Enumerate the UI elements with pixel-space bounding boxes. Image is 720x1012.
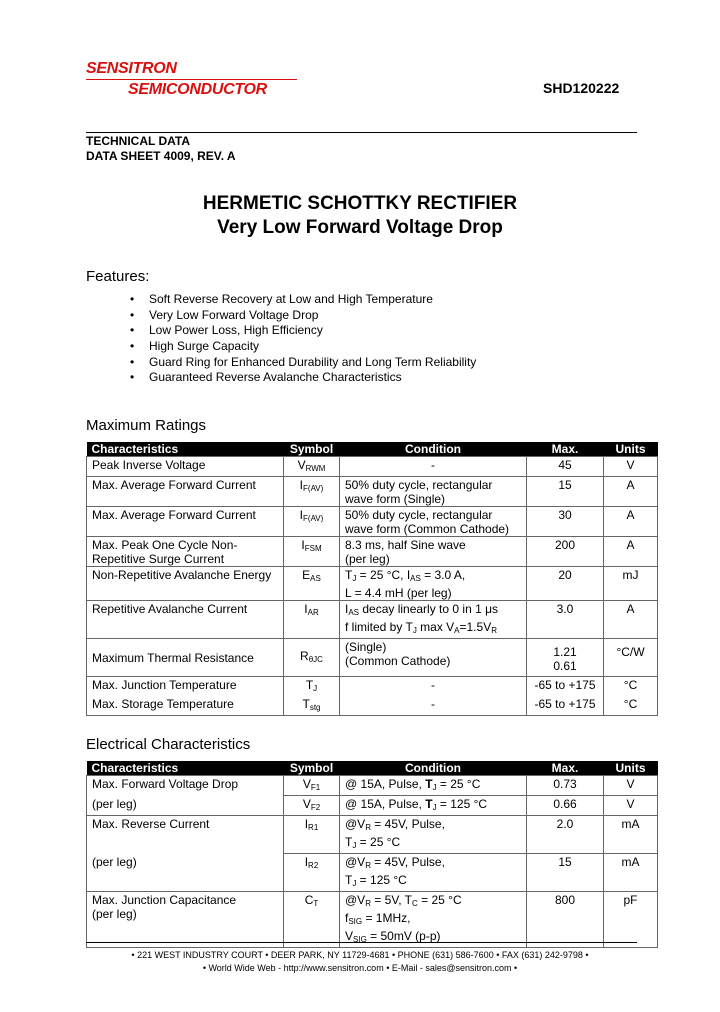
cell-symbol: $T_J$: [284, 677, 340, 697]
cell-max: 2.0: [527, 816, 604, 854]
cell-unit: V: [604, 776, 658, 796]
cell-char: Peak Inverse Voltage: [87, 457, 284, 477]
header-divider: [86, 132, 637, 133]
table-header-row: [87, 442, 658, 457]
cell-symbol: $E_{AS}$: [284, 567, 340, 601]
cell-condition: @ 15A, Pulse, $T_J = 125$ °C: [340, 796, 527, 816]
cell-symbol: $I_{R2}$: [284, 854, 340, 892]
cell-symbol: $I_{FSM}$: [284, 537, 340, 567]
cell-char: Max. Peak One Cycle Non- Repetitive Surge Current: [87, 537, 284, 567]
max-ratings-table: [86, 442, 658, 716]
col-header: Units: [604, 761, 658, 776]
cell-char: (per leg): [87, 796, 284, 816]
max-ratings-heading: Maximum Ratings: [86, 417, 207, 434]
table-header-row: [87, 761, 658, 776]
list-item: • High Surge Capacity: [130, 339, 476, 355]
cell-unit: A: [604, 537, 658, 567]
cell-condition: 50% duty cycle, rectangular wave form (Common Cathode): [340, 507, 527, 537]
cell-max: 15: [527, 854, 604, 892]
page-subtitle: Very Low Forward Voltage Drop: [217, 217, 503, 238]
cell-unit: °C: [604, 677, 658, 697]
cell-unit: A: [604, 477, 658, 507]
list-item: • Guard Ring for Enhanced Durability and Long Term Reliability: [130, 355, 476, 371]
cell-max: 3.0: [527, 601, 604, 639]
page-title: HERMETIC SCHOTTKY RECTIFIER: [202, 193, 518, 214]
tech-data-label: TECHNICAL DATA: [86, 134, 190, 148]
table-row: [87, 639, 658, 677]
cell-symbol: $I_{F(AV)}$: [284, 477, 340, 507]
cell-unit: °C: [604, 696, 658, 716]
cell-max: 20: [527, 567, 604, 601]
cell-symbol: $V_{F2}$: [284, 796, 340, 816]
cell-max: 200: [527, 537, 604, 567]
cell-unit: V: [604, 796, 658, 816]
cell-condition: $@V_R = 5V$, $T_C = 25$ °C $f_{SIG} = 1MHz$, $V_{SIG} = 50mV$ (p-p): [340, 892, 527, 948]
table-row: [87, 567, 658, 601]
cell-symbol: $I_{R1}$: [284, 816, 340, 854]
cell-unit: °C/W: [604, 639, 658, 677]
cell-symbol: $T_{stg}$: [284, 696, 340, 716]
list-item: • Soft Reverse Recovery at Low and High Temperature: [130, 292, 476, 308]
features-list: [130, 292, 476, 386]
table-row: [87, 696, 658, 716]
cell-condition: -: [340, 677, 527, 697]
elec-table: [86, 761, 658, 948]
cell-char: Maximum Thermal Resistance: [87, 639, 284, 677]
table-row: [87, 776, 658, 796]
cell-condition: (Single) (Common Cathode): [340, 639, 527, 677]
cell-unit: mA: [604, 816, 658, 854]
cell-char: Max. Junction Capacitance (per leg): [87, 892, 284, 948]
list-item: • Guaranteed Reverse Avalanche Characteristics: [130, 370, 476, 386]
cell-symbol: $V_{F1}$: [284, 776, 340, 796]
cell-condition: 8.3 ms, half Sine wave (per leg): [340, 537, 527, 567]
cell-char: Max. Average Forward Current: [87, 477, 284, 507]
company-logo-line1: SENSITRON: [86, 60, 177, 77]
cell-max: 0.66: [527, 796, 604, 816]
cell-unit: pF: [604, 892, 658, 948]
doc-info: [86, 134, 236, 164]
cell-symbol: $I_{F(AV)}$: [284, 507, 340, 537]
table-row: [87, 537, 658, 567]
cell-max: 15: [527, 477, 604, 507]
cell-max: -65 to +175: [527, 696, 604, 716]
table-row: [87, 854, 658, 892]
table-row: [87, 477, 658, 507]
cell-condition: $@V_R = 45V$, Pulse, $T_J = 125$ °C: [340, 854, 527, 892]
datasheet-number: DATA SHEET 4009, REV. A: [86, 149, 236, 163]
cell-condition: $@V_R = 45V$, Pulse, $T_J = 25$ °C: [340, 816, 527, 854]
features-heading: Features:: [86, 268, 150, 285]
cell-char: Max. Average Forward Current: [87, 507, 284, 537]
col-header: Characteristics: [87, 442, 284, 457]
table-row: [87, 677, 658, 697]
cell-char: Repetitive Avalanche Current: [87, 601, 284, 639]
cell-max: 30: [527, 507, 604, 537]
company-logo-line2: SEMICONDUCTOR: [128, 81, 267, 98]
cell-char: Max. Forward Voltage Drop: [87, 776, 284, 796]
col-header: Characteristics: [87, 761, 284, 776]
table-row: [87, 892, 658, 948]
list-item: • Low Power Loss, High Efficiency: [130, 323, 476, 339]
cell-symbol: $R_{\theta JC}$: [284, 639, 340, 677]
cell-max: 800: [527, 892, 604, 948]
cell-max: -65 to +175: [527, 677, 604, 697]
cell-condition: -: [340, 457, 527, 477]
cell-symbol: $I_{AR}$: [284, 601, 340, 639]
footer-divider: [86, 942, 637, 943]
col-header: Condition: [340, 442, 527, 457]
cell-condition: $I_{AS}$ decay linearly to 0 in 1 μs f limited by $T_J$ $\max V_A=1.5V_R$: [340, 601, 527, 639]
cell-max: 0.73: [527, 776, 604, 796]
cell-unit: A: [604, 601, 658, 639]
footer-web: • World Wide Web - http://www.sensitron.com • E-Mail - sales@sensitron.com •: [202, 963, 518, 973]
cell-char: Non-Repetitive Avalanche Energy: [87, 567, 284, 601]
col-header: Max.: [527, 761, 604, 776]
table-row: [87, 796, 658, 816]
table-row: [87, 457, 658, 477]
cell-condition: 50% duty cycle, rectangular wave form (Single): [340, 477, 527, 507]
cell-max: 1.21 0.61: [527, 639, 604, 677]
cell-unit: mJ: [604, 567, 658, 601]
table-row: [87, 601, 658, 639]
col-header: Symbol: [284, 761, 340, 776]
cell-symbol: $V_{RWM}$: [284, 457, 340, 477]
list-item: • Very Low Forward Voltage Drop: [130, 308, 476, 324]
col-header: Units: [604, 442, 658, 457]
cell-condition: @ 15A, Pulse, $T_J = 25$ °C: [340, 776, 527, 796]
cell-char: (per leg): [87, 854, 284, 892]
table-row: [87, 816, 658, 854]
logo-underline: [86, 79, 297, 80]
cell-unit: A: [604, 507, 658, 537]
table-row: [87, 507, 658, 537]
cell-char: Max. Junction Temperature: [87, 677, 284, 697]
cell-char: Max. Storage Temperature: [87, 696, 284, 716]
cell-unit: V: [604, 457, 658, 477]
col-header: Max.: [527, 442, 604, 457]
elec-heading: Electrical Characteristics: [86, 736, 251, 753]
cell-condition: -: [340, 696, 527, 716]
cell-max: 45: [527, 457, 604, 477]
cell-symbol: $C_T$: [284, 892, 340, 948]
cell-char: Max. Reverse Current: [87, 816, 284, 854]
cell-unit: mA: [604, 854, 658, 892]
footer-address: • 221 WEST INDUSTRY COURT • DEER PARK, NY 11729-4681 • PHONE (631) 586-7600 • FAX (631) 242-9798 •: [131, 950, 589, 960]
col-header: Condition: [340, 761, 527, 776]
col-header: Symbol: [284, 442, 340, 457]
part-number: SHD120222: [543, 80, 620, 96]
cell-condition: $T_J = 25$ °C, $I_{AS} = 3.0$ A, L = 4.4 mH (per leg): [340, 567, 527, 601]
